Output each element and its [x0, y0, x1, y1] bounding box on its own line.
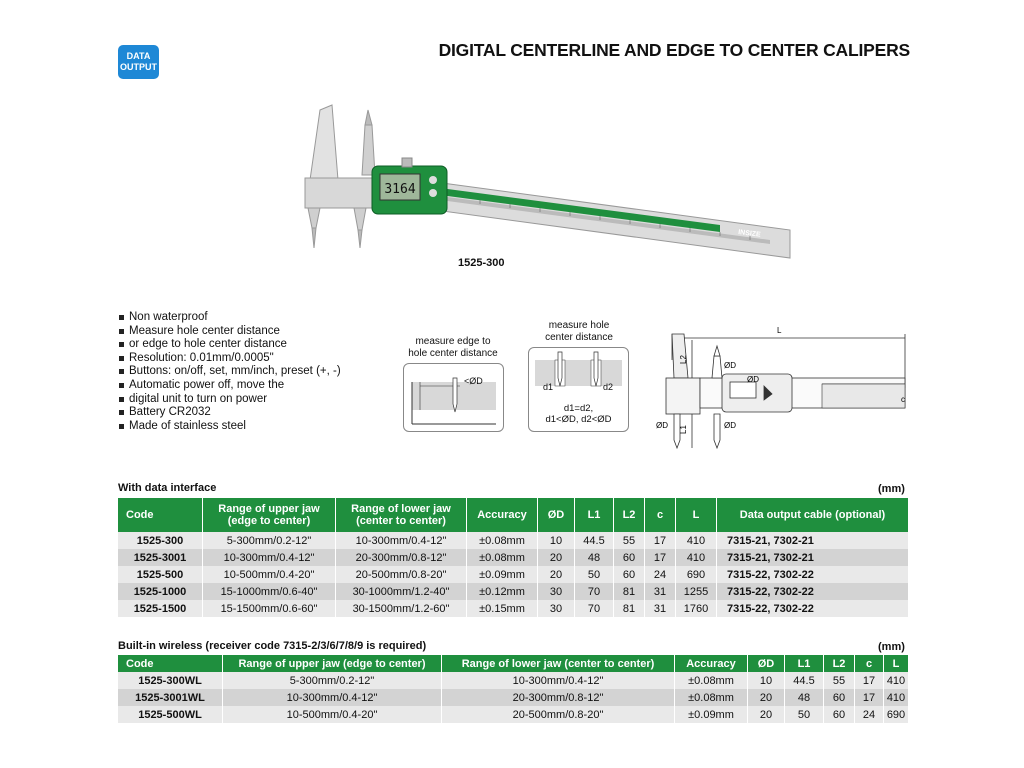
cell-code: 1525-300WL: [118, 672, 223, 689]
cell-code: 1525-3001: [118, 549, 203, 566]
center-diagram: d1 d2 d1=d2, d1<ØD, d2<ØD: [528, 347, 629, 432]
table-cell: ±0.12mm: [467, 583, 538, 600]
table-cell: 55: [824, 672, 855, 689]
brand-logo: INSIZE: [737, 229, 762, 239]
table-row: [118, 672, 909, 689]
dim-od-lower: ØD: [724, 421, 736, 430]
col-accuracy: Accuracy: [675, 655, 748, 672]
table-cell: 81: [614, 600, 645, 617]
table-data-interface: [118, 498, 909, 617]
table-cell: 7315-22, 7302-22: [717, 583, 909, 600]
dimension-drawing: [652, 320, 912, 460]
col-l1: L1: [785, 655, 824, 672]
col-od: ØD: [748, 655, 785, 672]
table-cell: 690: [676, 566, 717, 583]
table-cell: 20-500mm/0.8-20": [336, 566, 467, 583]
table-cell: 20: [538, 549, 575, 566]
dim-L: L: [777, 326, 782, 335]
col-accuracy: Accuracy: [467, 498, 538, 532]
cell-code: 1525-300: [118, 532, 203, 549]
col-l: L: [676, 498, 717, 532]
feature-item: Buttons: on/off, set, mm/inch, preset (+, -): [118, 365, 358, 379]
table-cell: ±0.15mm: [467, 600, 538, 617]
table-cell: 60: [614, 566, 645, 583]
badge-line1: DATA: [126, 51, 151, 61]
edge-diagram-drawing: [404, 364, 503, 431]
table-cell: 7315-22, 7302-22: [717, 600, 909, 617]
col-cable: Data output cable (optional): [717, 498, 909, 532]
dim-od-left: ØD: [656, 421, 668, 430]
table-cell: 31: [645, 600, 676, 617]
table2-unit: (mm): [878, 641, 905, 653]
table-cell: 410: [884, 672, 909, 689]
table-cell: 24: [855, 706, 884, 723]
edge-diagram: <ØD: [403, 363, 504, 432]
table-cell: 410: [676, 549, 717, 566]
table1-unit: (mm): [878, 483, 905, 495]
table-cell: 60: [824, 689, 855, 706]
dim-od-top: ØD: [724, 361, 736, 370]
table-cell: 70: [575, 600, 614, 617]
table-row: [118, 532, 909, 549]
table-cell: 410: [676, 532, 717, 549]
table1-section-title: With data interface: [118, 482, 217, 494]
table-cell: 17: [855, 672, 884, 689]
table-cell: ±0.08mm: [675, 689, 748, 706]
table-cell: 690: [884, 706, 909, 723]
dim-c: c: [901, 395, 905, 404]
table-cell: 24: [645, 566, 676, 583]
table-cell: 17: [645, 532, 676, 549]
cell-code: 1525-1000: [118, 583, 203, 600]
table-row: [118, 600, 909, 617]
table-cell: ±0.08mm: [675, 672, 748, 689]
table1-header-row: [118, 498, 909, 532]
dim-od-unit: ØD: [747, 375, 759, 384]
table-cell: 50: [785, 706, 824, 723]
table-cell: 410: [884, 689, 909, 706]
table-cell: 55: [614, 532, 645, 549]
table-cell: ±0.08mm: [467, 549, 538, 566]
caliper-product-image: [290, 100, 810, 265]
table-cell: 10-500mm/0.4-20": [223, 706, 442, 723]
edge-diagram-caption: measure edge to hole center distance: [408, 336, 498, 359]
table-row: [118, 583, 909, 600]
table-cell: 30-1500mm/1.2-60": [336, 600, 467, 617]
table-cell: 17: [645, 549, 676, 566]
table-cell: 10-300mm/0.4-12": [336, 532, 467, 549]
table-cell: 7315-22, 7302-22: [717, 566, 909, 583]
feature-item-cont: digital unit to turn on power: [118, 393, 358, 407]
page-title: DIGITAL CENTERLINE AND EDGE TO CENTER CALIPERS: [438, 40, 910, 60]
feature-item: Made of stainless steel: [118, 420, 358, 434]
table-cell: 10-500mm/0.4-20": [203, 566, 336, 583]
table-row: [118, 566, 909, 583]
table-cell: 10: [748, 672, 785, 689]
table-cell: 10: [538, 532, 575, 549]
table-cell: 30-1000mm/1.2-40": [336, 583, 467, 600]
table-cell: 20: [748, 706, 785, 723]
feature-item: Resolution: 0.01mm/0.0005": [118, 352, 358, 366]
dim-L1: L1: [679, 425, 688, 434]
col-upper-jaw: Range of upper jaw (edge to center): [223, 655, 442, 672]
col-upper-jaw: Range of upper jaw (edge to center): [203, 498, 336, 532]
col-c: c: [645, 498, 676, 532]
table-cell: 20-300mm/0.8-12": [442, 689, 675, 706]
col-l2: L2: [824, 655, 855, 672]
table-cell: 7315-21, 7302-21: [717, 532, 909, 549]
col-l1: L1: [575, 498, 614, 532]
col-code: Code: [118, 498, 203, 532]
col-lower-jaw: Range of lower jaw (center to center): [336, 498, 467, 532]
table-cell: ±0.09mm: [675, 706, 748, 723]
data-output-badge: [118, 45, 159, 79]
col-code: Code: [118, 655, 223, 672]
cell-code: 1525-500: [118, 566, 203, 583]
table-cell: ±0.08mm: [467, 532, 538, 549]
feature-list: [118, 311, 358, 433]
table-cell: 5-300mm/0.2-12": [203, 532, 336, 549]
table-cell: 20-500mm/0.8-20": [442, 706, 675, 723]
table-cell: 44.5: [785, 672, 824, 689]
badge-line2: OUTPUT: [120, 62, 157, 72]
table-cell: 20: [748, 689, 785, 706]
table-cell: 30: [538, 600, 575, 617]
table-cell: 10-300mm/0.4-12": [203, 549, 336, 566]
table-cell: 1255: [676, 583, 717, 600]
table-cell: 50: [575, 566, 614, 583]
table-cell: 7315-21, 7302-21: [717, 549, 909, 566]
dim-L2: L2: [679, 355, 688, 364]
table-cell: 44.5: [575, 532, 614, 549]
col-lower-jaw: Range of lower jaw (center to center): [442, 655, 675, 672]
table-cell: 20-300mm/0.8-12": [336, 549, 467, 566]
table-row: [118, 549, 909, 566]
feature-item: Battery CR2032: [118, 406, 358, 420]
col-l2: L2: [614, 498, 645, 532]
table-row: [118, 689, 909, 706]
table-cell: 30: [538, 583, 575, 600]
table-cell: 17: [855, 689, 884, 706]
feature-item: Automatic power off, move the: [118, 379, 358, 393]
table-cell: ±0.09mm: [467, 566, 538, 583]
table-row: [118, 706, 909, 723]
feature-item: Non waterproof: [118, 311, 358, 325]
table-cell: 20: [538, 566, 575, 583]
col-c: c: [855, 655, 884, 672]
table-cell: 1760: [676, 600, 717, 617]
center-diagram-caption: measure hole center distance: [545, 320, 613, 343]
model-label: 1525-300: [458, 257, 505, 269]
table-cell: 81: [614, 583, 645, 600]
table2-section-title: Built-in wireless (receiver code 7315-2/3/6/7/8/9 is required): [118, 640, 427, 652]
table2-header-row: [118, 655, 909, 672]
table-wireless: [118, 655, 909, 723]
cell-code: 1525-1500: [118, 600, 203, 617]
cell-code: 1525-3001WL: [118, 689, 223, 706]
table-cell: 5-300mm/0.2-12": [223, 672, 442, 689]
table-cell: 10-300mm/0.4-12": [223, 689, 442, 706]
display-reading: 3164: [384, 182, 416, 197]
table-cell: 31: [645, 583, 676, 600]
table-cell: 48: [575, 549, 614, 566]
table-cell: 15-1500mm/0.6-60": [203, 600, 336, 617]
feature-item: Measure hole center distance: [118, 325, 358, 339]
table-cell: 15-1000mm/0.6-40": [203, 583, 336, 600]
table-cell: 60: [824, 706, 855, 723]
col-od: ØD: [538, 498, 575, 532]
table-cell: 48: [785, 689, 824, 706]
table-cell: 10-300mm/0.4-12": [442, 672, 675, 689]
col-l: L: [884, 655, 909, 672]
table-cell: 60: [614, 549, 645, 566]
table-cell: 70: [575, 583, 614, 600]
cell-code: 1525-500WL: [118, 706, 223, 723]
feature-item-cont: or edge to hole center distance: [118, 338, 358, 352]
